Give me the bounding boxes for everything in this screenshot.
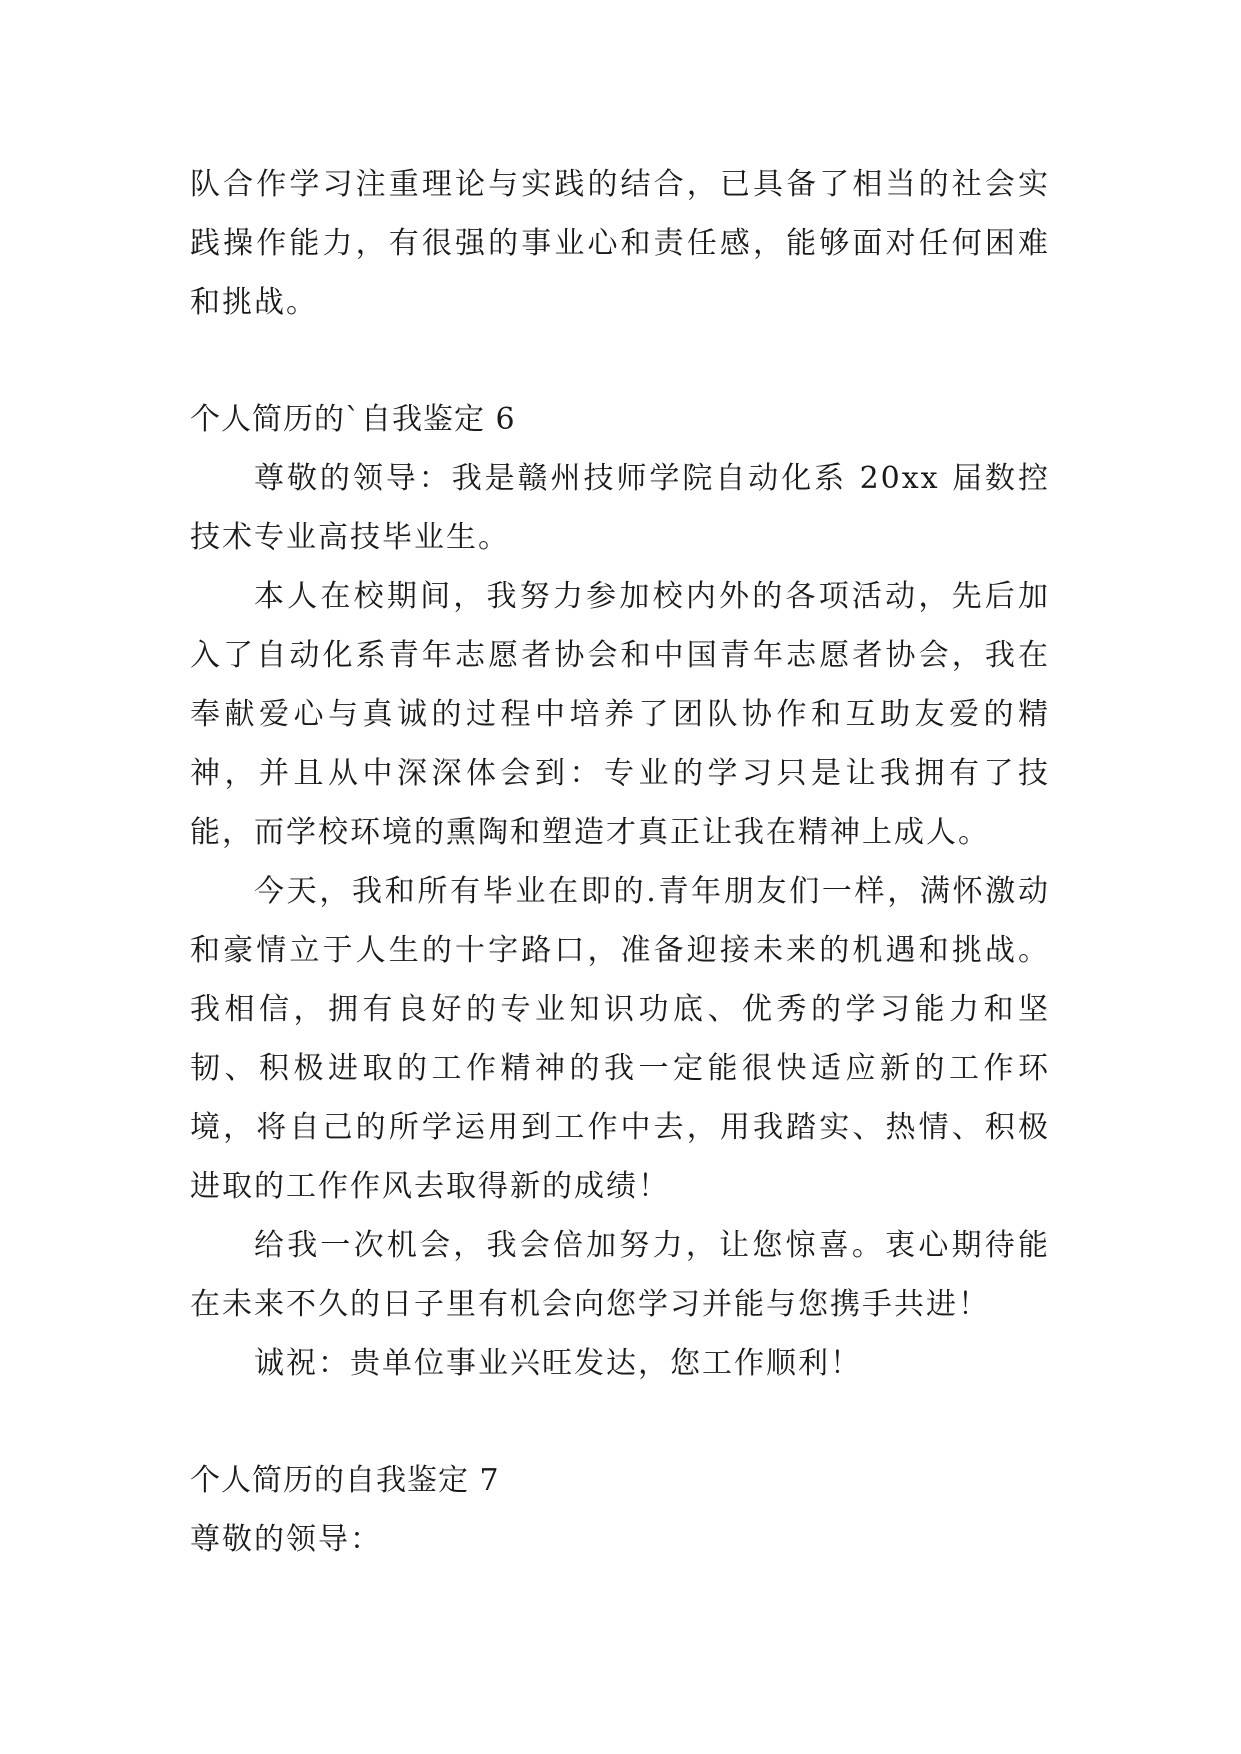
continuation-paragraph: 队合作学习注重理论与实践的结合，已具备了相当的社会实践操作能力，有很强的事业心和责任感，能够面对任何困难和挑战。	[190, 167, 1050, 320]
section-7-heading: 个人简历的自我鉴定 7	[190, 1463, 500, 1498]
section-6-paragraph-1: 尊敬的领导：我是赣州技师学院自动化系 20xx 届数控技术专业高技毕业生。	[190, 461, 1050, 555]
section-6-paragraph-2: 本人在校期间，我努力参加校内外的各项活动，先后加入了自动化系青年志愿者协会和中国青年志愿者协会，我在奉献爱心与真诚的过程中培养了团队协作和互助友爱的精神，并且从中深深体会到：专业的学习只是让我拥有了技能，而学校环境的熏陶和塑造才真正让我在精神上成人。	[190, 579, 1050, 850]
section-6-paragraph-5: 诚祝：贵单位事业兴旺发达，您工作顺利！	[254, 1346, 862, 1381]
section-6-paragraph-3: 今天，我和所有毕业在即的.青年朋友们一样，满怀激动和豪情立于人生的十字路口，准备迎接未来的机遇和挑战。我相信，拥有良好的专业知识功底、优秀的学习能力和坚韧、积极进取的工作精神的我一定能很快适应新的工作环境，将自己的所学运用到工作中去，用我踏实、热情、积极进取的工作作风去取得新的成绩！	[190, 874, 1050, 1204]
document-body	[190, 155, 1050, 1569]
section-7-greeting: 尊敬的领导：	[190, 1522, 382, 1557]
section-6-heading: 个人简历的`自我鉴定 6	[190, 402, 516, 437]
section-6-paragraph-4: 给我一次机会，我会倍加努力，让您惊喜。衷心期待能在未来不久的日子里有机会向您学习并能与您携手共进！	[190, 1228, 1050, 1322]
